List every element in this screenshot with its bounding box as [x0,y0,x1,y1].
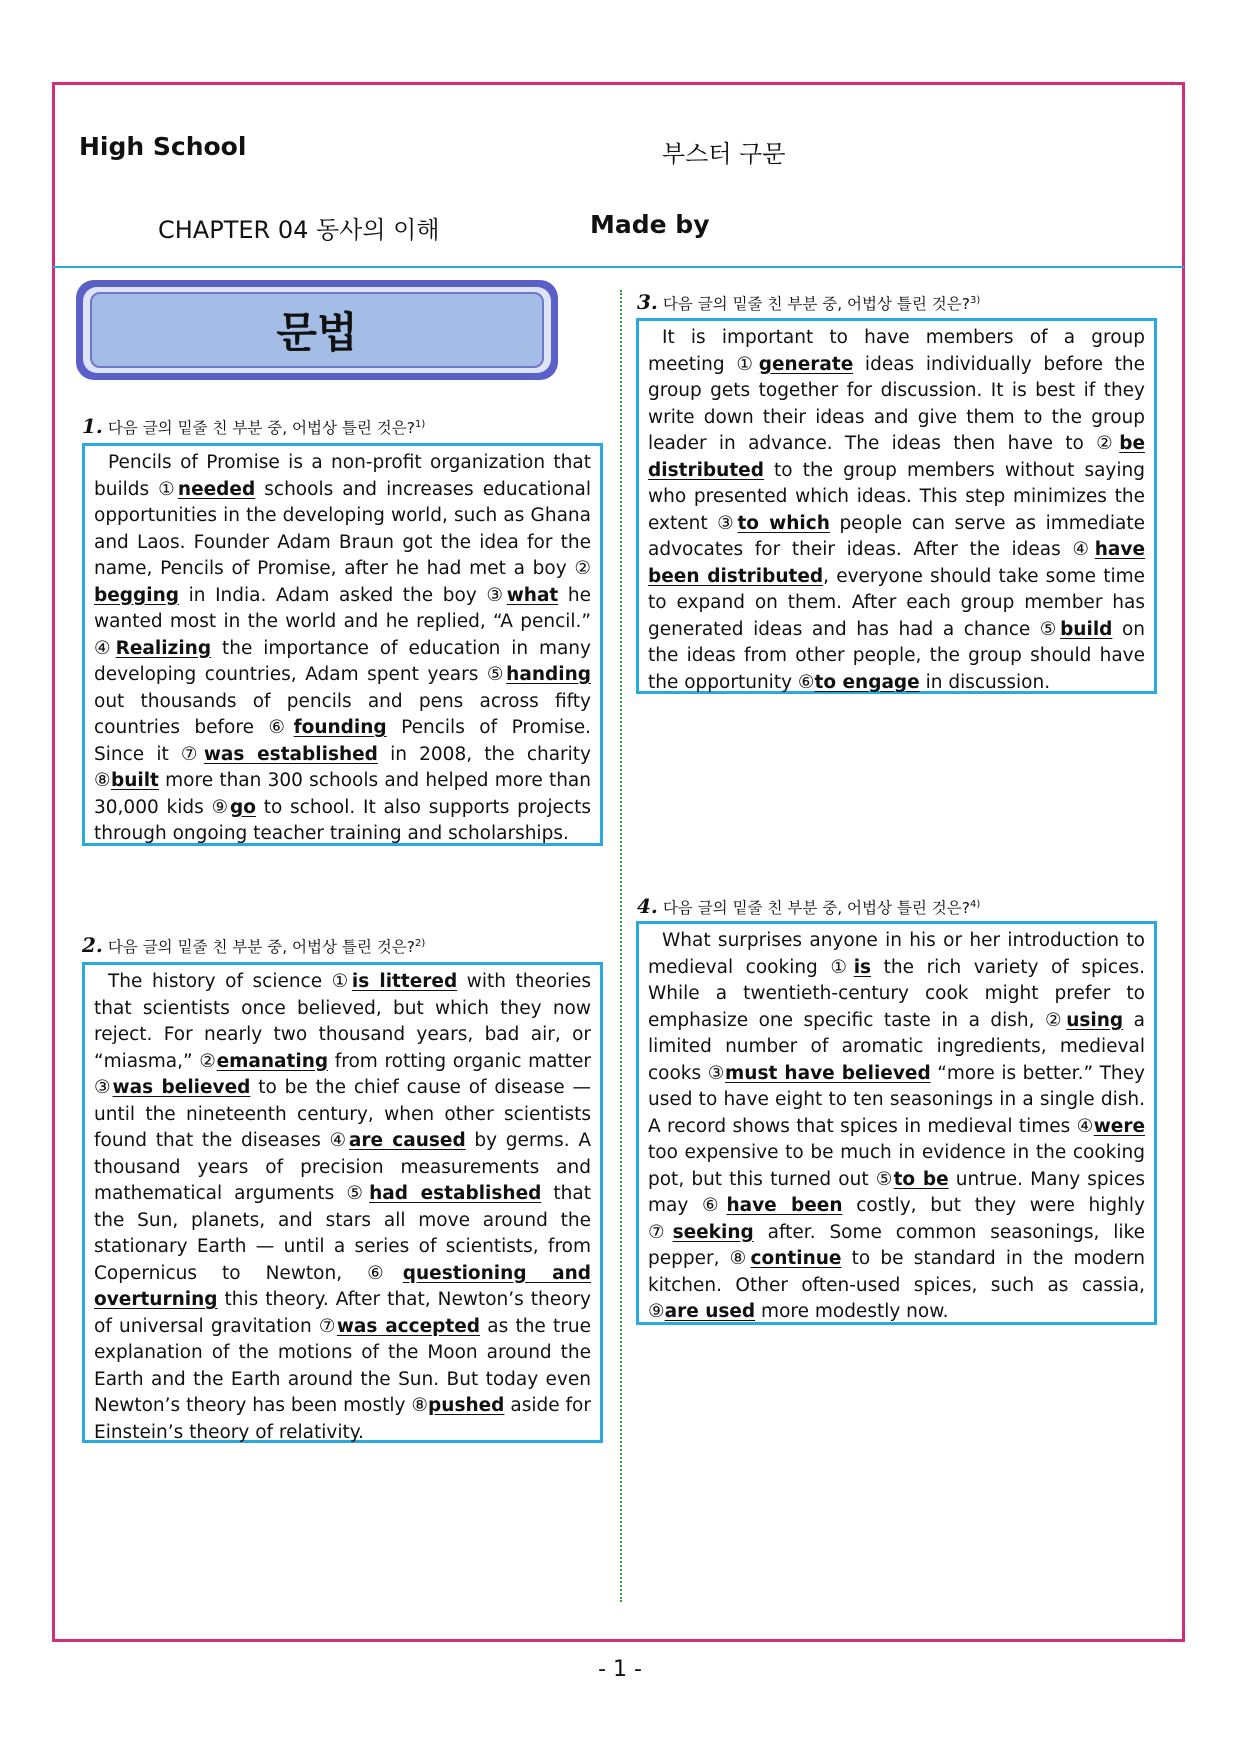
passage-segment: to the group members without saying who presented which ideas. This step minimizes the extent ③ [648,459,1145,534]
passage-segment: from rotting organic matter ③ [94,1050,591,1098]
underlined-choice: are caused [348,1130,466,1151]
passage-box [82,962,603,1443]
passage-segment: schools and increases educational opportunities in the developing world, such as Ghana and Laos. Founder Adam Braun got the idea for the name, Pencils of Promise, after he had met a boy ② [94,478,592,579]
underlined-choice: seeking [672,1221,754,1243]
passage-segment: to be standard in the modern kitchen. Other often-used spices, such as cassia, ⑨ [648,1248,1145,1322]
underlined-choice: was believed [112,1077,251,1098]
header-divider [53,266,1184,268]
passage-segment: that the Sun, planets, and stars all move around the stationary Earth — until a series of scientists, from Copernicus to Newton, ⑥ [94,1183,591,1284]
underlined-choice: were [1093,1115,1145,1137]
passage-segment: with theories that scientists once believed, but which they now reject. For nearly two thousand years, bad air, or “miasma,” ② [94,971,592,1072]
header-made-by: Made by [590,210,710,239]
passage-segment: untrue. Many spices may ⑥ [648,1168,1145,1216]
passage-segment: costly, but they were highly ⑦ [648,1195,1145,1243]
question-label [637,894,980,918]
question-prompt: 다음 글의 밑줄 친 부분 중, 어법상 틀린 것은? [662,295,970,313]
underlined-choice: must have believed [725,1062,931,1084]
passage-segment: this theory. After that, Newton’s theory of universal gravitation ⑦ [94,1289,591,1337]
passage-segment: aside for Einstein’s theory of relativity. [94,1395,591,1443]
passage-text [648,928,1145,1326]
passage-segment: the rich variety of spices. While a twentieth-century cook might prefer to emphasize one specific taste in a dish, ② [648,956,1145,1031]
header-chapter: CHAPTER 04 동사의 이해 [158,216,440,244]
question-prompt: 다음 글의 밑줄 친 부분 중, 어법상 틀린 것은? [107,419,415,437]
underlined-choice: had established [369,1183,542,1204]
passage-segment: Pencils of Promise. Since it ⑦ [94,717,591,765]
underlined-choice: to engage [814,671,920,693]
underlined-choice: continue [750,1248,842,1269]
underlined-choice: founding [293,717,387,738]
passage-segment: in 2008, the charity ⑧ [94,743,592,791]
underlined-choice: build [1060,618,1113,640]
column-divider [620,290,622,1602]
passage-segment: people can serve as immediate advocates for their ideas. After the ideas ④ [648,512,1145,560]
underlined-choice: have been [726,1195,843,1216]
passage-segment: in India. Adam asked the boy ③ [179,584,507,606]
underlined-choice: handing [506,664,591,685]
footnote-ref: 2) [414,937,426,949]
passage-segment: to school. It also supports projects through ongoing teacher training and scholarships. [94,796,591,844]
passage-segment: , everyone should take some time to expand on them. After each group member has generated ideas and has had a chance ⑤ [648,565,1145,640]
passage-text [648,325,1145,696]
question-prompt: 다음 글의 밑줄 친 부분 중, 어법상 틀린 것은? [662,899,970,917]
underlined-choice: is [853,956,872,978]
passage-segment: after. Some common seasonings, like pepper, ⑧ [648,1221,1145,1269]
section-badge [76,280,558,380]
passage-text [94,450,591,848]
underlined-choice: using [1066,1009,1124,1031]
question-number: 1. [82,414,103,438]
passage-segment: ideas individually before the group gets together for discussion. It is best if they write down their ideas and give them to the group leader in advance. The ideas then have to ② [648,353,1145,454]
passage-segment: out thousands of pencils and pens across fifty countries before ⑥ [94,690,591,738]
underlined-choice: was established [203,743,378,765]
question-number: 4. [637,894,658,918]
header-booster: 부스터 구문 [662,140,786,168]
underlined-choice: was accepted [336,1315,481,1337]
underlined-choice: needed [177,478,256,500]
passage-box [636,318,1157,694]
question-number: 3. [637,290,658,314]
underlined-choice: are used [664,1301,756,1322]
passage-segment: “more is better.” They used to have eight to ten seasonings in a single dish. A record shows that spices in medieval times ④ [648,1062,1145,1137]
question-number: 2. [82,933,103,957]
question-label [82,414,425,438]
header-school: High School [79,132,247,161]
passage-segment: What surprises anyone in his or her introduction to medieval cooking ① [648,930,1145,978]
page-number: - 1 - [598,1657,642,1682]
passage-segment: more modestly now. [755,1301,949,1322]
passage-box [82,443,603,846]
section-badge-label: 문법 [90,292,544,368]
passage-segment: It is important to have members of a group meeting ① [648,327,1145,375]
underlined-choice: emanating [216,1050,329,1072]
underlined-choice: is littered [351,971,458,992]
question-label [637,290,980,314]
passage-segment: in discussion. [919,671,1051,693]
passage-segment: ① [158,478,178,500]
underlined-choice: built [110,770,159,791]
footnote-ref: 4) [969,898,981,910]
passage-text [94,969,591,1446]
question-label [82,933,425,957]
passage-segment: too expensive to be much in evidence in the cooking pot, but this turned out ⑤ [648,1142,1145,1190]
underlined-choice: have been distributed [648,539,1145,587]
footnote-ref: 3) [969,294,981,306]
passage-segment: on the ideas from other people, the group should have the opportunity ⑥ [648,618,1145,693]
underlined-choice: to be [893,1168,949,1190]
passage-segment: he wanted most in the world and he replied, “A pencil.” ④ [94,584,591,659]
underlined-choice: go [229,796,256,818]
passage-segment: more than 300 schools and helped more than 30,000 kids ⑨ [94,770,591,818]
underlined-choice: to which [737,512,830,534]
passage-segment: to be the chief cause of disease — until the nineteenth century, when other scientists found that the diseases ④ [94,1077,591,1151]
passage-box [636,921,1157,1325]
passage-segment: as the true explanation of the motions of the Moon around the Earth and the Earth around the Sun. But today even Newton’s theory has been mostly ⑧ [94,1315,591,1416]
passage-segment: by germs. A thousand years of precision measurements and mathematical arguments ⑤ [94,1130,591,1204]
passage-segment: the importance of education in many developing countries, Adam spent years ⑤ [94,637,591,685]
passage-segment: Pencils of Promise is a non-profit organization that builds [94,452,591,500]
underlined-choice: what [506,584,559,606]
underlined-choice: Realizing [115,637,212,659]
underlined-choice: begging [94,584,180,606]
passage-segment: The history of science ① [108,971,352,992]
underlined-choice: pushed [428,1395,505,1416]
passage-segment: a limited number of aromatic ingredients, medieval cooks ③ [648,1009,1145,1084]
underlined-choice: generate [758,353,854,375]
underlined-choice: questioning and overturning [94,1262,591,1310]
footnote-ref: 1) [414,418,426,430]
underlined-choice: be distributed [648,433,1145,481]
question-prompt: 다음 글의 밑줄 친 부분 중, 어법상 틀린 것은? [107,938,415,956]
